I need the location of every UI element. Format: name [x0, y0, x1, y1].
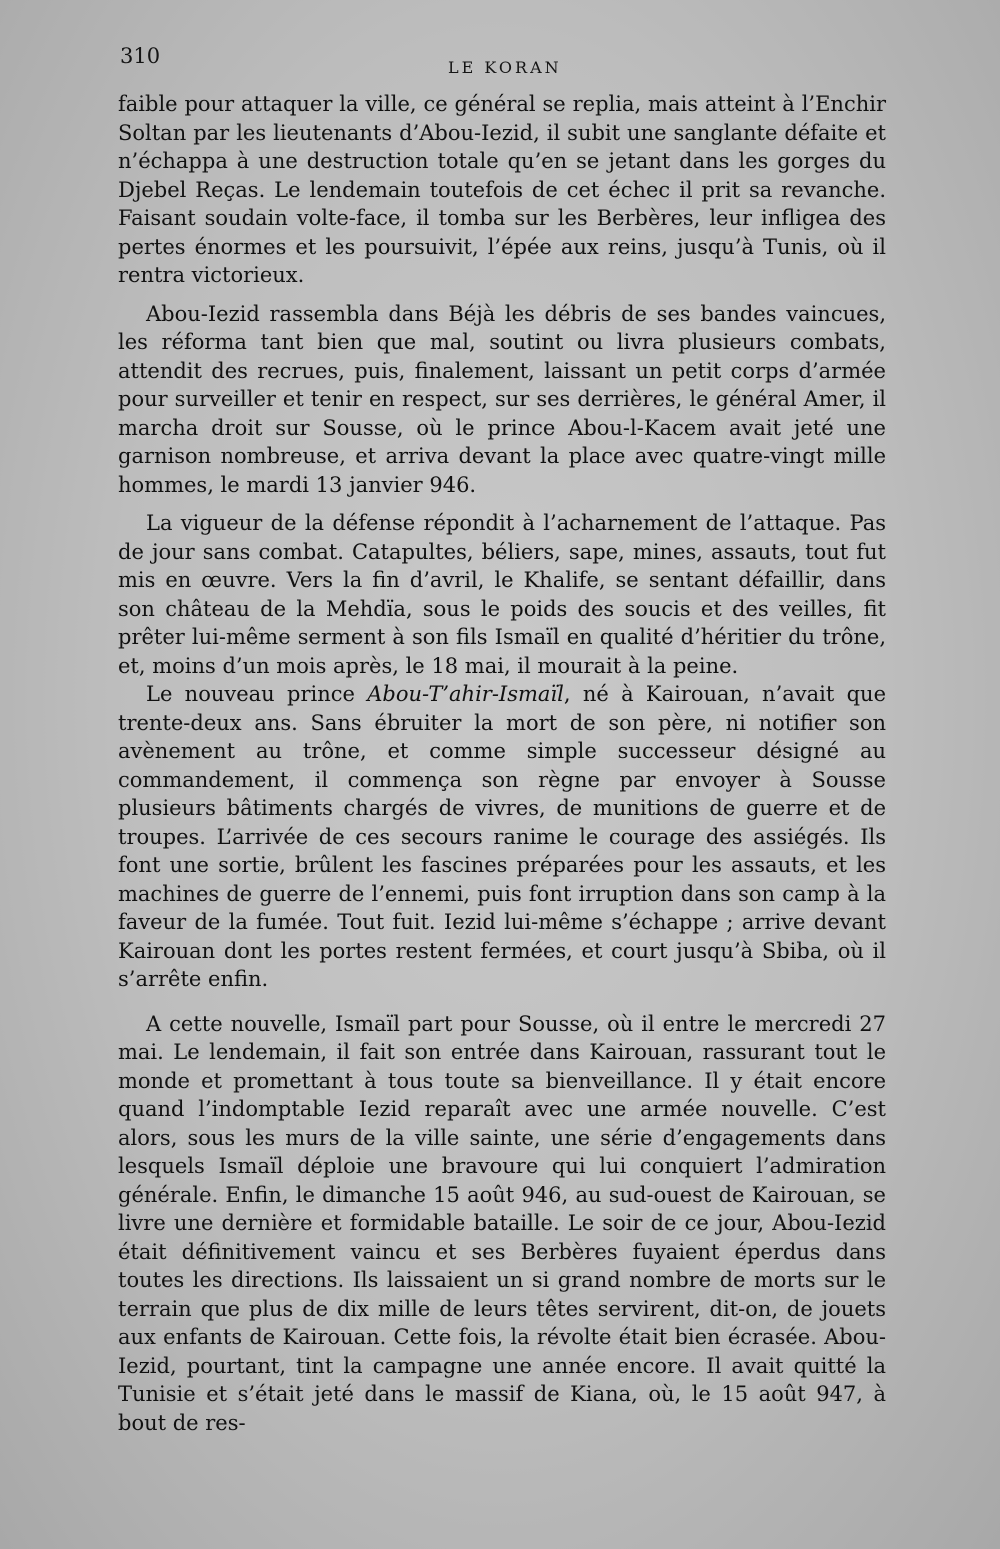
- body-text: [118, 90, 886, 1437]
- paragraph-4-start: Le nouveau prince: [146, 682, 368, 706]
- paragraph-5: A cette nouvelle, Ismaïl part pour Sousse, où il entre le mercredi 27 mai. Le lendemain, il fait son entrée dans Kairouan, rassurant tout le monde et promettant à tous toute sa bienveillance. Il y était encore quand l’indomptable Iezid reparaît avec une armée nouvelle. C’est alors, sous les murs de la ville sainte, une série d’engagements dans lesquels Ismaïl déploie une bravoure qui lui conquiert l’admiration générale. Enfin, le dimanche 15 août 946, au sud-ouest de Kairouan, se livre une dernière et formidable bataille. Le soir de ce jour, Abou-Iezid était définitivement vaincu et ses Berbères fuyaient éperdus dans toutes les directions. Ils laissaient un si grand nombre de morts sur le terrain que plus de dix mille de leurs têtes servirent, dit-on, de jouets aux enfants de Kairouan. Cette fois, la révolte était bien écrasée. Abou-Iezid, pourtant, tint la campagne une année encore. Il avait quitté la Tunisie et s’était jeté dans le massif de Kiana, où, le 15 août 947, à bout de res-: [118, 1011, 886, 1435]
- paragraph-3: La vigueur de la défense répondit à l’acharnement de l’attaque. Pas de jour sans combat. Catapultes, béliers, sape, mines, assauts, tout fut mis en œuvre. Vers la fin d’avril, le Khalife, se sentant défaillir, dans son château de la Mehdïa, sous le poids des soucis et des veilles, fit prêter lui-même serment à son fils Ismaïl en qualité d’héritier du trône, et, moins d’un mois après, le 18 mai, il mourait à la peine.: [118, 511, 886, 678]
- running-head: LE KORAN: [448, 58, 562, 77]
- paragraph-1: faible pour attaquer la ville, ce général se replia, mais atteint à l’Enchir Soltan par les lieutenants d’Abou-Iezid, il subit une sanglante défaite et n’échappa à une destruction totale qu’en se jetant dans les gorges du Djebel Reças. Le lendemain toutefois de cet échec il prit sa revanche. Faisant soudain volte-face, il tomba sur les Berbères, leur infligea des pertes énormes et les poursuivit, l’épée aux reins, jusqu’à Tunis, où il rentra victorieux.: [118, 92, 886, 287]
- prince-name: Abou-T’ahir-Ismaïl: [367, 682, 564, 706]
- paragraph-4-rest: , né à Kairouan, n’avait que trente-deux ans. Sans ébruiter la mort de son père, ni notifier son avènement au trône, et comme simple successeur désigné au commandement, il commença son règne par envoyer à Sousse plusieurs bâtiments chargés de vivres, de munitions de guerre et de troupes. L’arrivée de ces secours ranime le courage des assiégés. Ils font une sortie, brûlent les fascines préparées pour les assauts, et les machines de guerre de l’ennemi, puis font irruption dans son camp à la faveur de la fumée. Tout fuit. Iezid lui-même s’échappe ; arrive devant Kairouan dont les portes restent fermées, et court jusqu’à Sbiba, où il s’arrête enfin.: [118, 682, 887, 991]
- paragraph-4: [118, 680, 886, 994]
- page-number: 310: [120, 44, 161, 68]
- paragraph-2: Abou-Iezid rassembla dans Béjà les débris de ses bandes vaincues, les réforma tant bien que mal, soutint ou livra plusieurs combats, attendit des recrues, puis, finalement, laissant un petit corps d’armée pour surveiller et tenir en respect, sur ses derrières, le général Amer, il marcha droit sur Sousse, où le prince Abou-l-Kacem avait jeté une garnison nombreuse, et arriva devant la place avec quatre-vingt mille hommes, le mardi 13 janvier 946.: [118, 301, 886, 497]
